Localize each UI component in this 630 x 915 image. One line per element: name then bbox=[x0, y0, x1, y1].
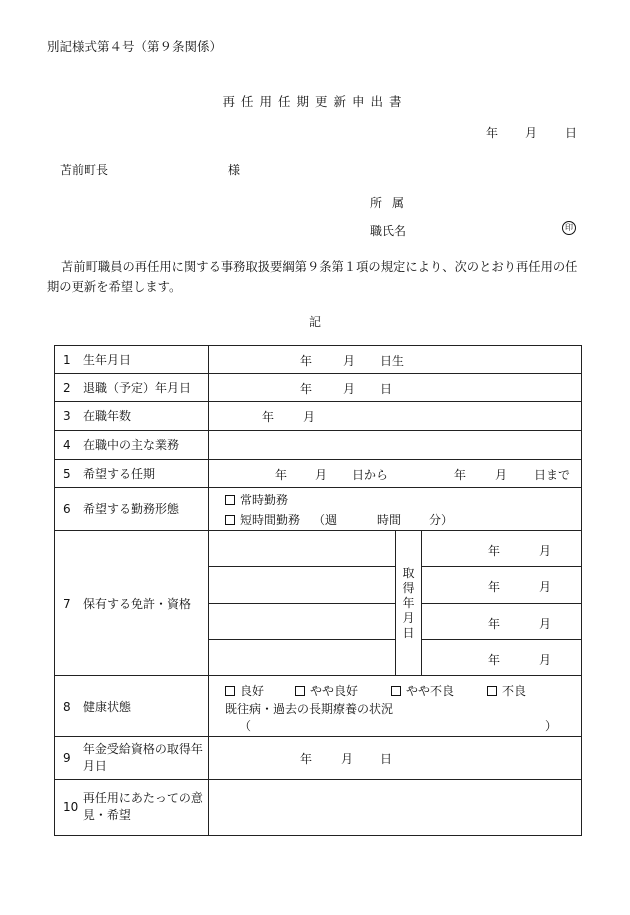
acquisition-date-field[interactable] bbox=[422, 603, 582, 639]
year-label: 年 bbox=[300, 354, 313, 368]
recipient-name: 苫前町長 bbox=[60, 163, 109, 177]
checkbox-icon[interactable] bbox=[487, 686, 497, 696]
row-label: 在職中の主な業務 bbox=[83, 438, 180, 453]
checkbox-icon[interactable] bbox=[225, 515, 235, 525]
health-option-fairly-poor[interactable]: やや不良 bbox=[391, 682, 454, 699]
years-of-service-field[interactable] bbox=[209, 402, 582, 430]
row4-label bbox=[55, 430, 209, 459]
year-label: 年 bbox=[488, 544, 501, 559]
table-row bbox=[55, 430, 582, 459]
row-label: 健康状態 bbox=[83, 699, 132, 714]
month-label: 月 bbox=[539, 652, 552, 667]
hours-label: 時間 bbox=[377, 512, 402, 527]
row-label: 希望する任期 bbox=[83, 466, 156, 481]
year-label: 年 bbox=[488, 652, 501, 667]
health-option-good[interactable]: 良好 bbox=[225, 682, 264, 699]
checkbox-icon[interactable] bbox=[225, 686, 235, 696]
table-row bbox=[55, 737, 582, 779]
month-label: 月 bbox=[343, 382, 356, 397]
affiliation-label: 所属 bbox=[370, 196, 415, 210]
desired-term-field[interactable] bbox=[209, 459, 582, 487]
header-note: 別記様式第４号（第９条関係） bbox=[47, 39, 223, 54]
row-number: 6 bbox=[63, 502, 71, 517]
body-text: 苫前町職員の再任用に関する事務取扱要綱第９条第１項の規定により、次のとおり再任用の任期の更新を希望します。 bbox=[47, 260, 578, 294]
row7-label bbox=[55, 531, 209, 676]
row-label: 退職（予定）年月日 bbox=[83, 381, 192, 396]
health-status-field bbox=[209, 675, 582, 736]
month-label: 月 bbox=[343, 354, 356, 368]
row-number: 10 bbox=[63, 800, 79, 815]
ki-label: 記 bbox=[308, 315, 321, 329]
table-row bbox=[55, 459, 582, 487]
date-year-label: 年 bbox=[486, 126, 499, 140]
license-name-field[interactable] bbox=[209, 603, 396, 639]
row-label: 生年月日 bbox=[83, 353, 132, 368]
month-label: 月 bbox=[303, 410, 316, 425]
table-row bbox=[55, 346, 582, 374]
medical-history-label: 既往病・過去の長期療養の状況 bbox=[225, 701, 394, 716]
year-label: 年 bbox=[275, 467, 288, 482]
option-label: 常時勤務 bbox=[240, 492, 289, 507]
row-label: 希望する勤務形態 bbox=[83, 502, 180, 517]
work-style-field bbox=[209, 487, 582, 530]
month-label: 月 bbox=[315, 467, 328, 482]
year-label: 年 bbox=[262, 410, 275, 425]
acquisition-date-field[interactable] bbox=[422, 567, 582, 603]
row-number: 3 bbox=[63, 409, 71, 424]
row-label: 年金受給資格の取得年月日 bbox=[82, 741, 203, 773]
year-label: 年 bbox=[300, 382, 313, 397]
pension-date-field[interactable] bbox=[209, 737, 582, 779]
row1-label bbox=[55, 346, 209, 374]
birthdate-field[interactable] bbox=[209, 346, 582, 374]
until-label: 日まで bbox=[534, 467, 571, 482]
year-label: 年 bbox=[300, 752, 313, 767]
acquisition-date-field[interactable] bbox=[422, 531, 582, 567]
year-label: 年 bbox=[454, 467, 467, 482]
day-label: 日 bbox=[380, 382, 393, 397]
table-row bbox=[55, 374, 582, 402]
full-time-option[interactable] bbox=[225, 491, 288, 508]
row-label: 再任用にあたっての意見・希望 bbox=[82, 791, 203, 823]
year-label: 年 bbox=[488, 580, 501, 595]
name-label: 職氏名 bbox=[370, 224, 407, 238]
year-label: 年 bbox=[488, 616, 501, 631]
row-number: 4 bbox=[63, 438, 71, 453]
health-option-fairly-good[interactable]: やや良好 bbox=[295, 682, 358, 699]
month-label: 月 bbox=[341, 752, 354, 767]
acquisition-date-label: 取 得 年 月 日 bbox=[396, 531, 422, 676]
table-row bbox=[55, 402, 582, 430]
license-name-field[interactable] bbox=[209, 639, 396, 675]
table-row bbox=[55, 531, 582, 567]
row-number: 5 bbox=[63, 466, 71, 481]
weekly-label: （週 bbox=[313, 512, 338, 527]
part-time-option[interactable] bbox=[225, 511, 300, 528]
license-name-field[interactable] bbox=[209, 567, 396, 603]
date-month-label: 月 bbox=[525, 126, 538, 140]
table-row bbox=[55, 675, 582, 736]
month-label: 月 bbox=[539, 544, 552, 559]
application-table bbox=[54, 345, 582, 836]
paren-close: ） bbox=[545, 718, 558, 733]
row-number: 8 bbox=[63, 699, 71, 714]
row5-label bbox=[55, 459, 209, 487]
acquisition-date-field[interactable] bbox=[422, 639, 582, 675]
checkbox-icon[interactable] bbox=[225, 495, 235, 505]
table-row bbox=[55, 487, 582, 530]
from-label: 日から bbox=[352, 467, 389, 482]
seal-icon: 印 bbox=[562, 221, 576, 235]
table-row bbox=[55, 779, 582, 835]
row6-label bbox=[55, 487, 209, 530]
month-label: 月 bbox=[539, 616, 552, 631]
day-label: 日 bbox=[380, 752, 393, 767]
paren-open: （ bbox=[239, 718, 252, 733]
row-number: 2 bbox=[63, 381, 71, 396]
row-label: 保有する免許・資格 bbox=[83, 596, 192, 611]
form-title: 再任用任期更新申出書 bbox=[222, 94, 408, 109]
row-number: 7 bbox=[63, 596, 71, 611]
checkbox-icon[interactable] bbox=[295, 686, 305, 696]
minutes-label: 分） bbox=[429, 512, 454, 527]
row-label: 在職年数 bbox=[83, 409, 132, 424]
row8-label bbox=[55, 675, 209, 736]
license-name-field[interactable] bbox=[209, 531, 396, 567]
retirement-date-field[interactable] bbox=[209, 374, 582, 402]
row-number: 9 bbox=[63, 750, 71, 765]
opinions-field[interactable] bbox=[209, 779, 582, 835]
day-label: 日生 bbox=[380, 354, 405, 368]
row9-label bbox=[55, 737, 209, 779]
main-duties-field[interactable] bbox=[209, 430, 582, 459]
option-label: 短時間勤務 bbox=[240, 512, 301, 527]
row-number: 1 bbox=[63, 353, 71, 368]
month-label: 月 bbox=[495, 467, 508, 482]
checkbox-icon[interactable] bbox=[391, 686, 401, 696]
health-option-poor[interactable]: 不良 bbox=[487, 682, 526, 699]
row10-label bbox=[55, 779, 209, 835]
row3-label bbox=[55, 402, 209, 430]
row2-label bbox=[55, 374, 209, 402]
month-label: 月 bbox=[539, 580, 552, 595]
date-day-label: 日 bbox=[565, 126, 578, 140]
recipient-honorific: 様 bbox=[228, 163, 241, 177]
